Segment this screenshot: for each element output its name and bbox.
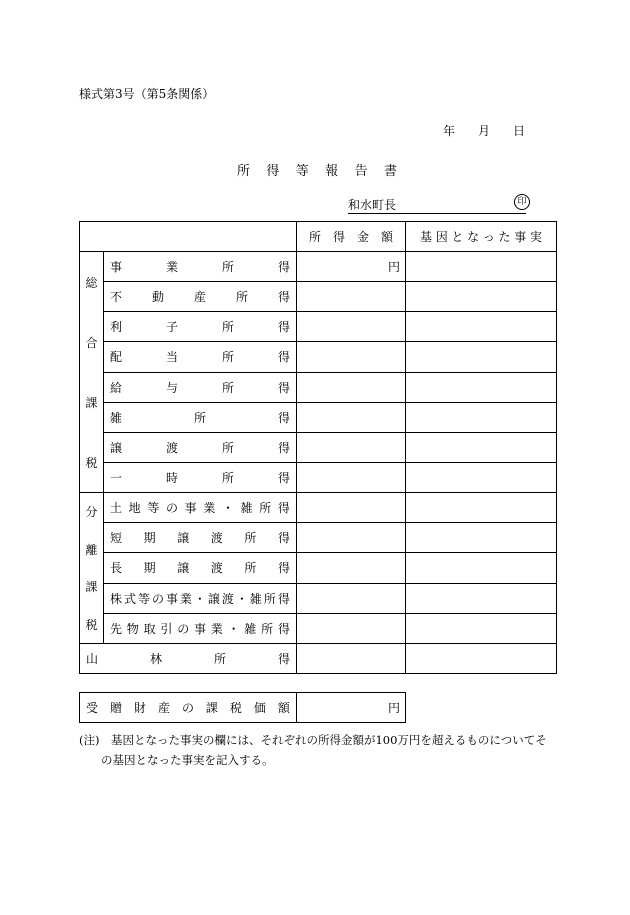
income-type-cell (104, 553, 297, 583)
amount-cell[interactable] (297, 402, 406, 432)
income-type-label (104, 499, 296, 516)
amount-cell[interactable] (297, 432, 406, 462)
income-type-char: 物 (126, 621, 139, 636)
income-type-cell (104, 583, 297, 613)
income-type-char: 等 (147, 501, 160, 516)
income-type-label (104, 288, 296, 305)
income-type-char: 等 (137, 591, 150, 606)
table-row (80, 402, 557, 432)
gift-label-char: の (181, 701, 194, 715)
income-type-char: 得 (277, 621, 290, 636)
income-type-char: 土 (110, 501, 123, 516)
income-type-char: 所 (221, 440, 234, 455)
date-line (443, 122, 525, 139)
income-type-char: 長 (110, 561, 123, 576)
income-type-char: 短 (110, 531, 123, 546)
table-row (80, 523, 557, 553)
income-type-char: 不 (110, 290, 123, 305)
year-label: 年 (443, 124, 456, 138)
gift-label-char: 税 (229, 701, 242, 715)
amount-cell[interactable] (297, 372, 406, 402)
category-char: 分 (85, 505, 98, 520)
income-type-char: 式 (123, 591, 136, 606)
income-type-char: 業 (179, 591, 192, 606)
income-type-char: 得 (277, 410, 290, 425)
income-type-cell (104, 282, 297, 312)
category-char: 総 (85, 275, 98, 290)
amount-cell[interactable] (297, 644, 406, 674)
form-number: 様式第3号（第5条関係） (79, 87, 215, 101)
header-amount-char: 金 (356, 230, 369, 244)
income-type-char: 所 (221, 350, 234, 365)
forest-income-label (80, 650, 296, 667)
income-type-char: 渡 (210, 561, 223, 576)
table-row (80, 493, 557, 523)
reason-cell[interactable] (406, 402, 557, 432)
income-type-char: 得 (277, 440, 290, 455)
income-type-char: 産 (193, 290, 206, 305)
table-header-row (80, 222, 557, 252)
income-type-char: 得 (277, 591, 290, 606)
category-cell (80, 493, 104, 644)
income-type-char: 事 (193, 621, 206, 636)
table-row (80, 462, 557, 492)
income-type-char: 所 (244, 531, 257, 546)
category-cell (80, 252, 104, 493)
header-reason (406, 228, 556, 245)
document-title (237, 160, 397, 179)
income-type-cell (104, 252, 297, 282)
reason-cell[interactable] (406, 613, 557, 643)
reason-cell[interactable] (406, 493, 557, 523)
income-type-char: 期 (143, 561, 156, 576)
income-type-char: 事 (165, 591, 178, 606)
category-char: 税 (85, 617, 98, 632)
income-type-char: 引 (160, 621, 173, 636)
income-type-char: 配 (110, 350, 123, 365)
income-type-char: 業 (203, 501, 216, 516)
income-type-label (104, 379, 296, 396)
income-type-char: 雑 (110, 410, 123, 425)
reason-cell[interactable] (406, 282, 557, 312)
header-reason-char: と (451, 230, 464, 244)
income-type-char: 所 (244, 561, 257, 576)
income-type-char: 雑 (240, 501, 253, 516)
amount-cell[interactable] (297, 462, 406, 492)
amount-cell[interactable]: 円 (297, 252, 406, 282)
note-line-1: (注) 基因となった事実の欄には、それぞれの所得金額が100万円を超えるものについてそ (79, 733, 547, 747)
category-label (80, 252, 103, 492)
income-type-char: 所 (221, 320, 234, 335)
income-type-char: 雑 (249, 591, 262, 606)
income-type-char: ・ (227, 621, 240, 636)
reason-cell[interactable] (406, 553, 557, 583)
income-type-char: 一 (110, 470, 123, 485)
addressee-name: 和水町長 (348, 198, 397, 212)
income-type-label (104, 469, 296, 486)
income-type-label (104, 590, 296, 607)
income-type-char: 給 (110, 380, 123, 395)
header-reason-cell (406, 222, 557, 252)
header-blank-cell (80, 222, 297, 252)
income-type-char: 得 (277, 380, 290, 395)
gift-label-char: 額 (277, 701, 290, 715)
income-type-label (104, 258, 296, 275)
income-type-cell (104, 462, 297, 492)
income-type-char: 所 (261, 621, 274, 636)
income-type-char: 譲 (177, 531, 190, 546)
income-type-cell (104, 493, 297, 523)
category-char: 課 (85, 580, 98, 595)
income-type-char: 取 (143, 621, 156, 636)
reason-cell[interactable] (406, 342, 557, 372)
income-type-char: 譲 (207, 591, 220, 606)
reason-cell[interactable] (406, 432, 557, 462)
income-type-char: の (177, 621, 190, 636)
table-row (80, 312, 557, 342)
amount-cell[interactable] (297, 282, 406, 312)
header-reason-char: な (467, 230, 480, 244)
income-type-cell (80, 644, 297, 674)
income-type-cell (104, 613, 297, 643)
income-type-char: 得 (277, 531, 290, 546)
month-label: 月 (477, 124, 490, 138)
income-type-cell (104, 372, 297, 402)
header-reason-char: た (498, 230, 511, 244)
income-type-label (104, 439, 296, 456)
gift-table (79, 692, 406, 723)
gift-label-char: 課 (205, 701, 218, 715)
income-type-cell (104, 432, 297, 462)
income-type-char: の (151, 591, 164, 606)
category-char: 税 (85, 455, 98, 470)
income-type-cell (104, 342, 297, 372)
income-type-char: 先 (110, 621, 123, 636)
header-amount-char: 額 (380, 230, 393, 244)
income-type-char: 時 (165, 470, 178, 485)
income-type-char: 所 (193, 410, 206, 425)
income-table (79, 221, 557, 674)
income-type-char: 利 (110, 320, 123, 335)
income-type-char: 当 (165, 350, 178, 365)
amount-cell[interactable] (297, 523, 406, 553)
gift-label-cell (80, 693, 297, 723)
table-row (80, 282, 557, 312)
income-type-char: 渡 (210, 531, 223, 546)
reason-cell[interactable] (406, 462, 557, 492)
header-reason-char: 事 (514, 230, 527, 244)
header-reason-char: っ (482, 230, 495, 244)
income-type-cell (104, 523, 297, 553)
gift-label (80, 699, 296, 716)
category-char: 課 (85, 395, 98, 410)
income-type-char: 所 (213, 652, 226, 666)
income-type-char: 所 (235, 290, 248, 305)
reason-cell[interactable] (406, 523, 557, 553)
income-type-char: の (165, 501, 178, 516)
income-type-char: 譲 (177, 561, 190, 576)
income-type-char: 得 (277, 350, 290, 365)
income-type-char: 事 (184, 501, 197, 516)
note-line-2: の基因となった事実を記入する。 (101, 753, 274, 767)
table-row (80, 553, 557, 583)
title-char: 告 (354, 164, 368, 179)
income-type-char: 渡 (221, 591, 234, 606)
title-char: 得 (266, 164, 280, 179)
income-type-char: 得 (277, 470, 290, 485)
income-type-label (104, 318, 296, 335)
income-type-char: 業 (165, 260, 178, 275)
category-char: 合 (85, 335, 98, 350)
table-row (80, 432, 557, 462)
income-type-char: 地 (128, 501, 141, 516)
income-type-char: 得 (277, 320, 290, 335)
header-amount-char: 所 (309, 230, 322, 244)
income-type-char: 事 (110, 260, 123, 275)
gift-label-char: 受 (86, 701, 99, 715)
reason-cell[interactable] (406, 644, 557, 674)
income-type-char: ・ (235, 591, 248, 606)
header-reason-char: 基 (420, 230, 433, 244)
table-row (80, 613, 557, 643)
income-type-char: 得 (277, 652, 290, 666)
income-type-cell (104, 402, 297, 432)
header-amount-char: 得 (332, 230, 345, 244)
header-reason-char: 実 (529, 230, 542, 244)
reason-cell[interactable] (406, 312, 557, 342)
addressee-line (348, 193, 526, 214)
income-type-char: 期 (143, 531, 156, 546)
income-type-char: 林 (149, 652, 162, 666)
table-row (80, 342, 557, 372)
title-char: 等 (295, 164, 309, 179)
income-type-char: 得 (277, 260, 290, 275)
table-row (80, 644, 557, 674)
reason-cell[interactable] (406, 372, 557, 402)
amount-cell[interactable] (297, 553, 406, 583)
income-type-char: 山 (86, 652, 99, 666)
income-type-char: 雑 (244, 621, 257, 636)
amount-cell[interactable] (297, 613, 406, 643)
title-char: 所 (237, 164, 251, 179)
income-type-char: 所 (263, 591, 276, 606)
category-label (80, 493, 103, 643)
amount-cell[interactable] (297, 583, 406, 613)
title-char: 報 (325, 164, 339, 179)
income-type-char: 得 (277, 290, 290, 305)
income-type-char: 渡 (165, 440, 178, 455)
amount-cell[interactable] (297, 493, 406, 523)
income-type-char: 得 (277, 501, 290, 516)
income-type-label (104, 620, 296, 637)
income-type-char: 与 (165, 380, 178, 395)
day-label: 日 (512, 124, 525, 138)
income-type-cell (104, 312, 297, 342)
header-amount (297, 228, 405, 245)
income-type-char: ・ (221, 501, 234, 516)
header-amount-cell (297, 222, 406, 252)
income-type-char: 株 (110, 591, 123, 606)
gift-label-char: 贈 (109, 701, 122, 715)
table-row (80, 252, 557, 282)
income-type-char: 譲 (110, 440, 123, 455)
table-row (80, 372, 557, 402)
income-type-char: 所 (259, 501, 272, 516)
gift-amount-cell[interactable]: 円 (297, 693, 406, 723)
income-type-char: 子 (165, 320, 178, 335)
gift-label-char: 価 (253, 701, 266, 715)
income-type-char: 所 (221, 470, 234, 485)
gift-label-char: 産 (157, 701, 170, 715)
income-type-char: ・ (193, 591, 206, 606)
amount-cell[interactable] (297, 312, 406, 342)
income-type-char: 業 (210, 621, 223, 636)
reason-cell[interactable] (406, 252, 557, 282)
income-type-char: 所 (221, 380, 234, 395)
income-type-label (104, 559, 296, 576)
income-type-label (104, 348, 296, 365)
income-type-char: 得 (277, 561, 290, 576)
income-type-char: 所 (221, 260, 234, 275)
income-type-char: 動 (151, 290, 164, 305)
income-type-label (104, 529, 296, 546)
title-char: 書 (383, 164, 397, 179)
reason-cell[interactable] (406, 583, 557, 613)
gift-label-char: 財 (133, 701, 146, 715)
category-char: 離 (85, 542, 98, 557)
seal-mark: 印 (514, 194, 530, 210)
income-type-label (104, 409, 296, 426)
amount-cell[interactable] (297, 342, 406, 372)
table-row (80, 583, 557, 613)
header-reason-char: 因 (435, 230, 448, 244)
note (79, 730, 547, 770)
